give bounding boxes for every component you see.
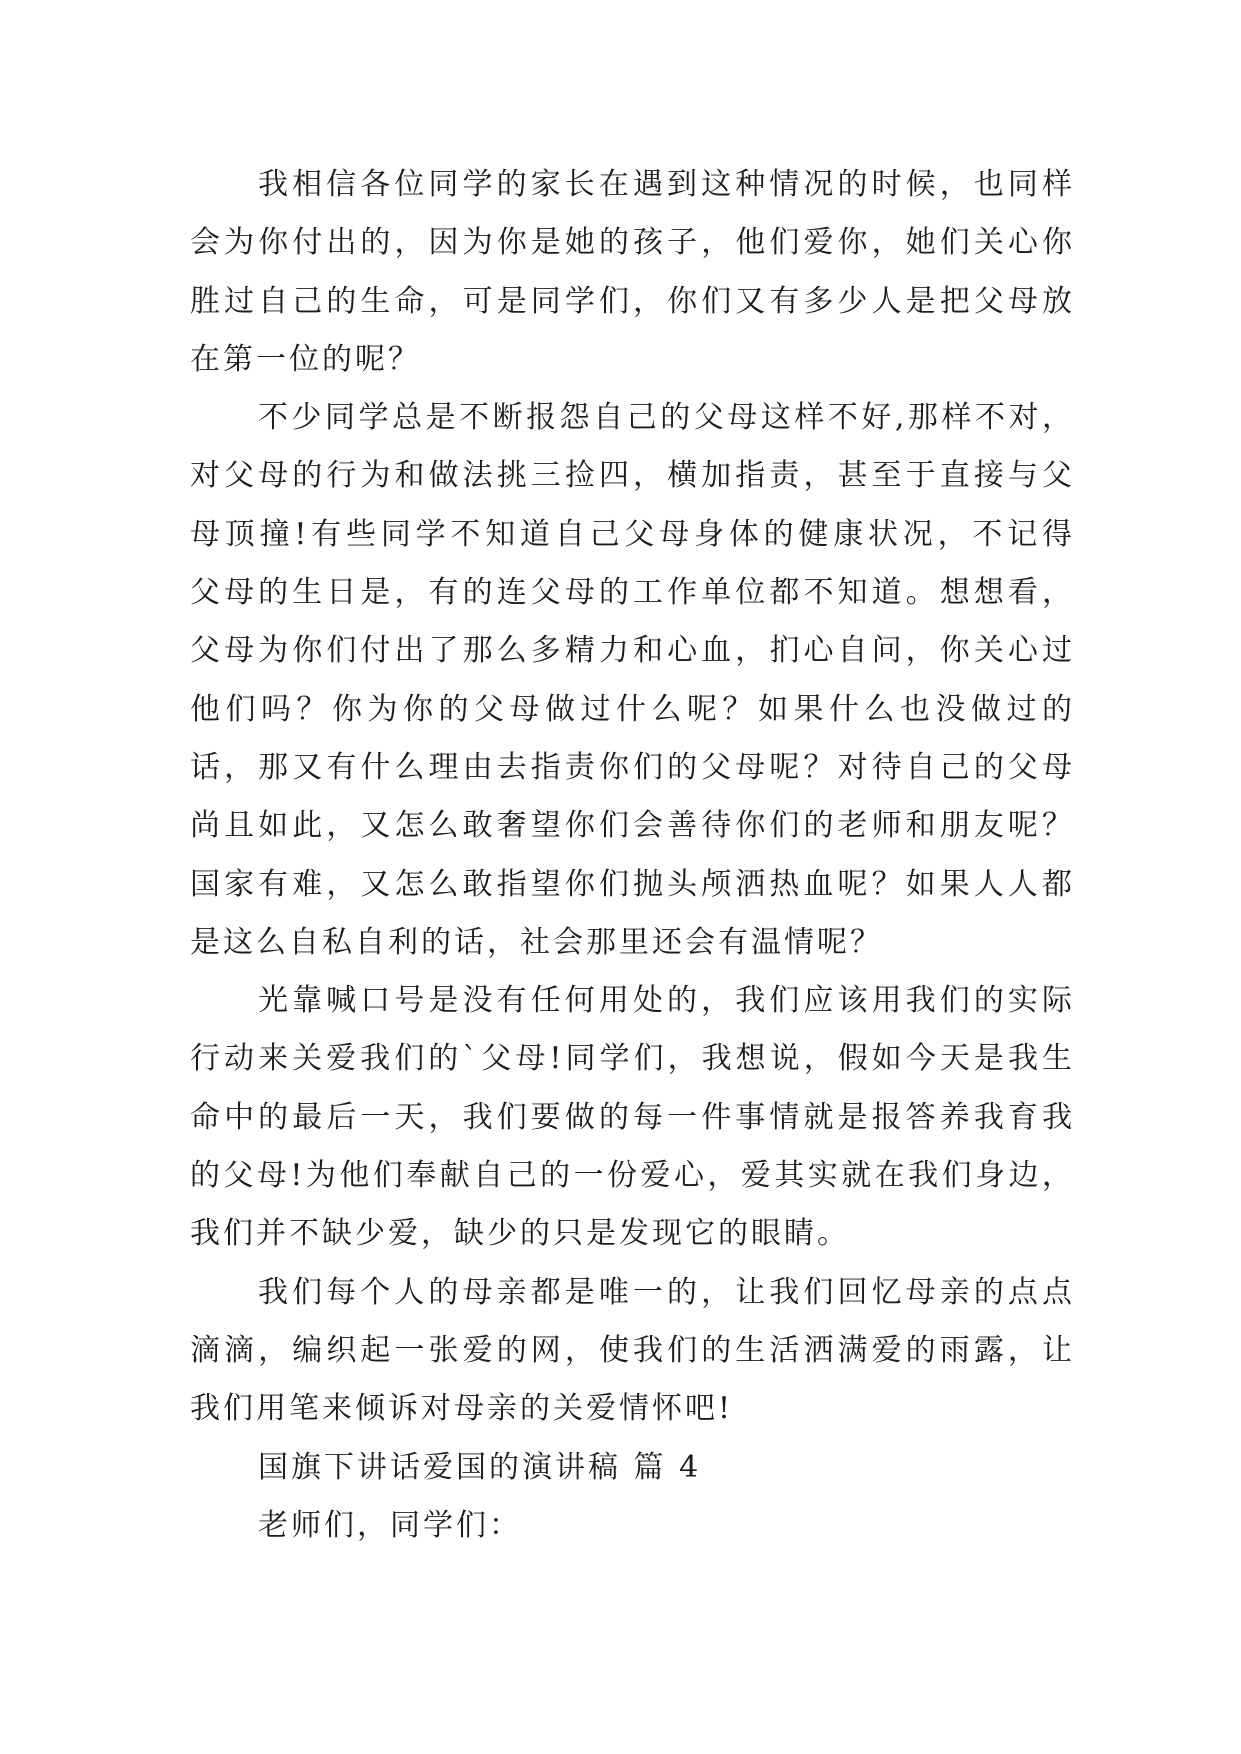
text-line: 光靠喊口号是没有任何用处的，我们应该用我们的实际: [258, 983, 1075, 1019]
text-line: 滴滴，编织起一张爱的网，使我们的生活洒满爱的雨露，让: [190, 1332, 1075, 1368]
text-line: 父母为你们付出了那么多精力和心血，扪心自问，你关心过: [190, 633, 1075, 669]
paragraph: [190, 1264, 1075, 1439]
section-heading: 国旗下讲话爱国的演讲稿 篇 4: [258, 1449, 702, 1485]
text-line: 会为你付出的，因为你是她的孩子，他们爱你，她们关心你: [190, 225, 1075, 261]
paragraph: [190, 156, 1075, 389]
text-line: 的父母!为他们奉献自己的一份爱心，爱其实就在我们身边，: [190, 1158, 1075, 1194]
text-line: 国家有难，又怎么敢指望你们抛头颅洒热血呢？如果人人都: [190, 866, 1075, 902]
text-line: 父母的生日是，有的连父母的工作单位都不知道。想想看，: [190, 575, 1075, 611]
paragraph: [190, 389, 1075, 972]
text-line: 胜过自己的生命，可是同学们，你们又有多少人是把父母放: [190, 283, 1075, 319]
text-line: 他们吗？你为你的父母做过什么呢？如果什么也没做过的: [190, 691, 1075, 727]
text-line: 是这么自私自利的话，社会那里还会有温情呢？: [190, 924, 883, 960]
text-line: 对父母的行为和做法挑三捡四，横加指责，甚至于直接与父: [190, 458, 1075, 494]
text-line: 尚且如此，又怎么敢奢望你们会善待你们的老师和朋友呢？: [190, 808, 1075, 844]
text-line: 母顶撞!有些同学不知道自己父母身体的健康状况，不记得: [190, 516, 1075, 552]
text-line: 话，那又有什么理由去指责你们的父母呢？对待自己的父母: [190, 749, 1075, 785]
paragraph: [190, 972, 1075, 1263]
greeting-line: 老师们，同学们：: [258, 1507, 522, 1543]
text-line: 不少同学总是不断报怨自己的父母这样不好,那样不对，: [258, 400, 1075, 436]
text-line: 我们每个人的母亲都是唯一的，让我们回忆母亲的点点: [258, 1274, 1075, 1310]
text-line: 我们并不缺少爱，缺少的只是发现它的眼睛。: [190, 1216, 850, 1252]
text-line: 在第一位的呢？: [190, 341, 421, 377]
text-line: 我们用笔来倾诉对母亲的关爱情怀吧!: [190, 1391, 734, 1427]
text-line: 命中的最后一天，我们要做的每一件事情就是报答养我育我: [190, 1099, 1075, 1135]
text-line: 我相信各位同学的家长在遇到这种情况的时候，也同样: [258, 167, 1075, 202]
document-body: [190, 156, 1075, 1555]
text-line: 行动来关爱我们的`父母!同学们，我想说，假如今天是我生: [190, 1041, 1075, 1077]
